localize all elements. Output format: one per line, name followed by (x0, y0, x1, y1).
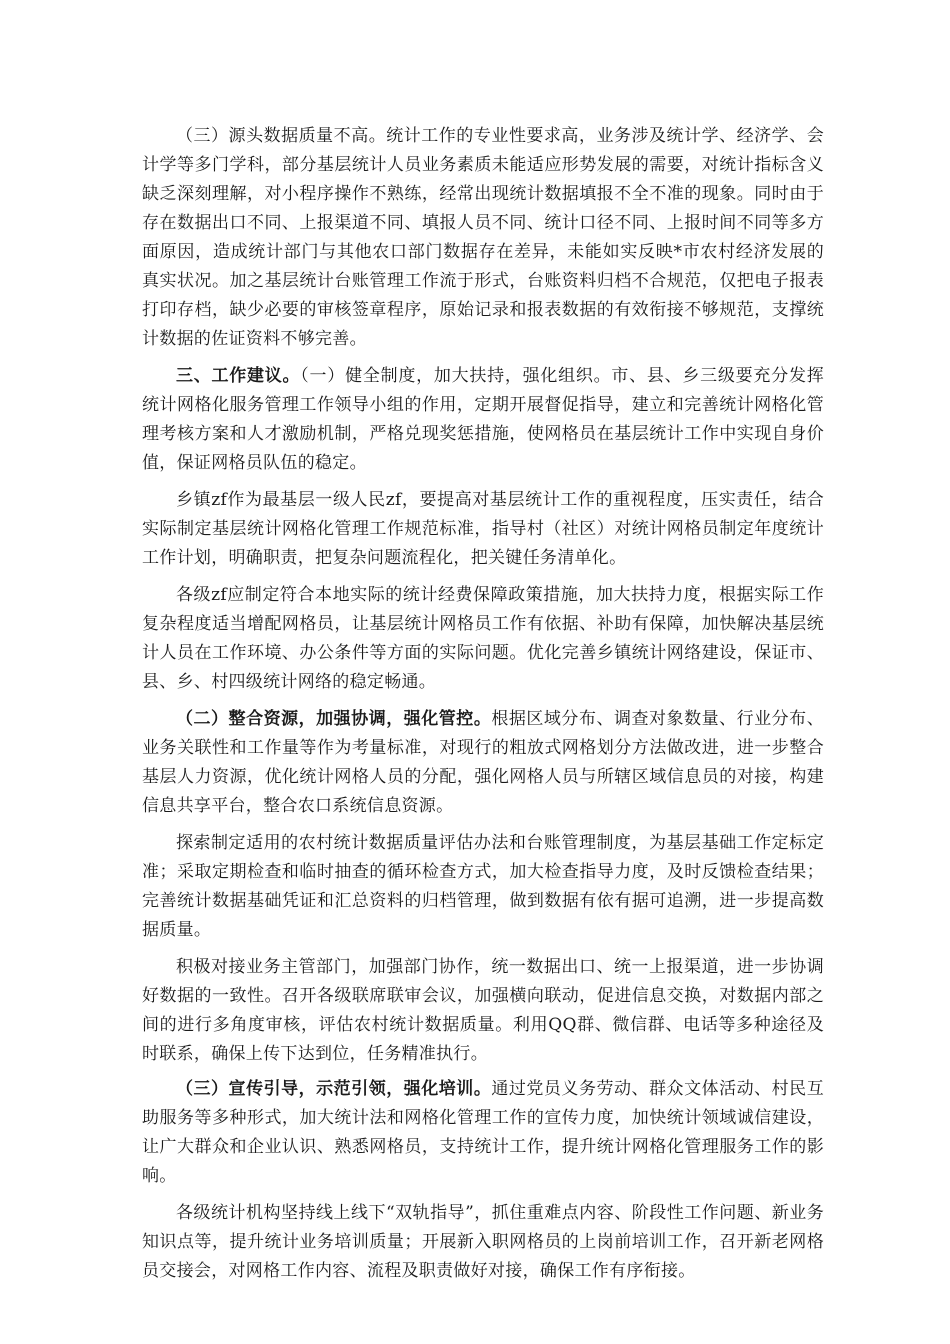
paragraph-text: 探索制定适用的农村统计数据质量评估办法和台账管理制度，为基层基础工作定标定准；采取定期检查和临时抽查的循环检查方式，加大检查指导力度，及时反馈检查结果；完善统计数据基础凭证和汇总资料的归档管理，做到数据有依有据可追溯，进一步提高数据质量。 (142, 833, 824, 940)
paragraph-funding-guarantee (142, 581, 824, 697)
paragraph-work-suggestions (142, 362, 824, 478)
document-page (142, 122, 824, 1294)
paragraph-department-coordination (142, 953, 824, 1069)
paragraph-text: 各级zf应制定符合本地实际的统计经费保障政策措施，加大扶持力度，根据实际工作复杂程度适当增配网格员，让基层统计网格员工作有依据、补助有保障，加快解决基层统计人员在工作环境、办公条件等方面的实际问题。优化完善乡镇统计网络建设，保证市、县、乡、村四级统计网络的稳定畅通。 (142, 585, 824, 692)
subsection-heading-integrate-resources: （二）整合资源，加强协调，强化管控。 (176, 709, 492, 729)
paragraph-publicity-guidance (142, 1075, 824, 1191)
paragraph-quality-assessment (142, 829, 824, 945)
paragraph-township-government (142, 486, 824, 573)
paragraph-text: 根据区域分布、调查对象数量、行业分布、业务关联性和工作量等作为考量标准，对现行的粗放式网格划分方法做改进，进一步整合基层人力资源，优化统计网格人员的分配，强化网格人员与所辖区域信息员的对接，构建信息共享平台，整合农口系统信息资源。 (142, 709, 825, 816)
paragraph-dual-track-training (142, 1199, 824, 1286)
paragraph-text: （一）健全制度，加大扶持，强化组织。市、县、乡三级要充分发挥统计网格化服务管理工作领导小组的作用，定期开展督促指导，建立和完善统计网格化管理考核方案和人才激励机制，严格兑现奖惩措施，使网格员在基层统计工作中实现自身价值，保证网格员队伍的稳定。 (142, 366, 824, 473)
paragraph-text: 各级统计机构坚持线上线下“双轨指导”，抓住重难点内容、阶段性工作问题、新业务知识点等，提升统计业务培训质量；开展新入职网格员的上岗前培训工作，召开新老网格员交接会，对网格工作内容、流程及职责做好对接，确保工作有序衔接。 (142, 1203, 824, 1281)
section-heading-work-suggestions: 三、工作建议。 (176, 366, 301, 386)
paragraph-text: 积极对接业务主管部门，加强部门协作，统一数据出口、统一上报渠道，进一步协调好数据的一致性。召开各级联席联审会议，加强横向联动，促进信息交换，对数据内部之间的进行多角度审核，评估农村统计数据质量。利用QQ群、微信群、电话等多种途径及时联系，确保上传下达到位，任务精准执行。 (142, 957, 824, 1064)
paragraph-text: 乡镇zf作为最基层一级人民zf，要提高对基层统计工作的重视程度，压实责任，结合实际制定基层统计网格化管理工作规范标准，指导村（社区）对统计网格员制定年度统计工作计划，明确职责，把复杂问题流程化，把关键任务清单化。 (142, 490, 824, 568)
paragraph-source-data-quality (142, 122, 824, 354)
paragraph-text: 通过党员义务劳动、群众文体活动、村民互助服务等多种形式，加大统计法和网格化管理工作的宣传力度，加快统计领域诚信建设，让广大群众和企业认识、熟悉网格员，支持统计工作，提升统计网格化管理服务工作的影响。 (142, 1079, 825, 1186)
paragraph-integrate-resources (142, 705, 824, 821)
subsection-heading-publicity-guidance: （三）宣传引导，示范引领，强化培训。 (176, 1079, 492, 1099)
paragraph-text: （三）源头数据质量不高。统计工作的专业性要求高，业务涉及统计学、经济学、会计学等多门学科，部分基层统计人员业务素质未能适应形势发展的需要，对统计指标含义缺乏深刻理解，对小程序操作不熟练，经常出现统计数据填报不全不准的现象。同时由于存在数据出口不同、上报渠道不同、填报人员不同、统计口径不同、上报时间不同等多方面原因，造成统计部门与其他农口部门数据存在差异，未能如实反映*市农村经济发展的真实状况。加之基层统计台账管理工作流于形式，台账资料归档不合规范，仅把电子报表打印存档，缺少必要的审核签章程序，原始记录和报表数据的有效衔接不够规范，支撑统计数据的佐证资料不够完善。 (142, 126, 824, 349)
